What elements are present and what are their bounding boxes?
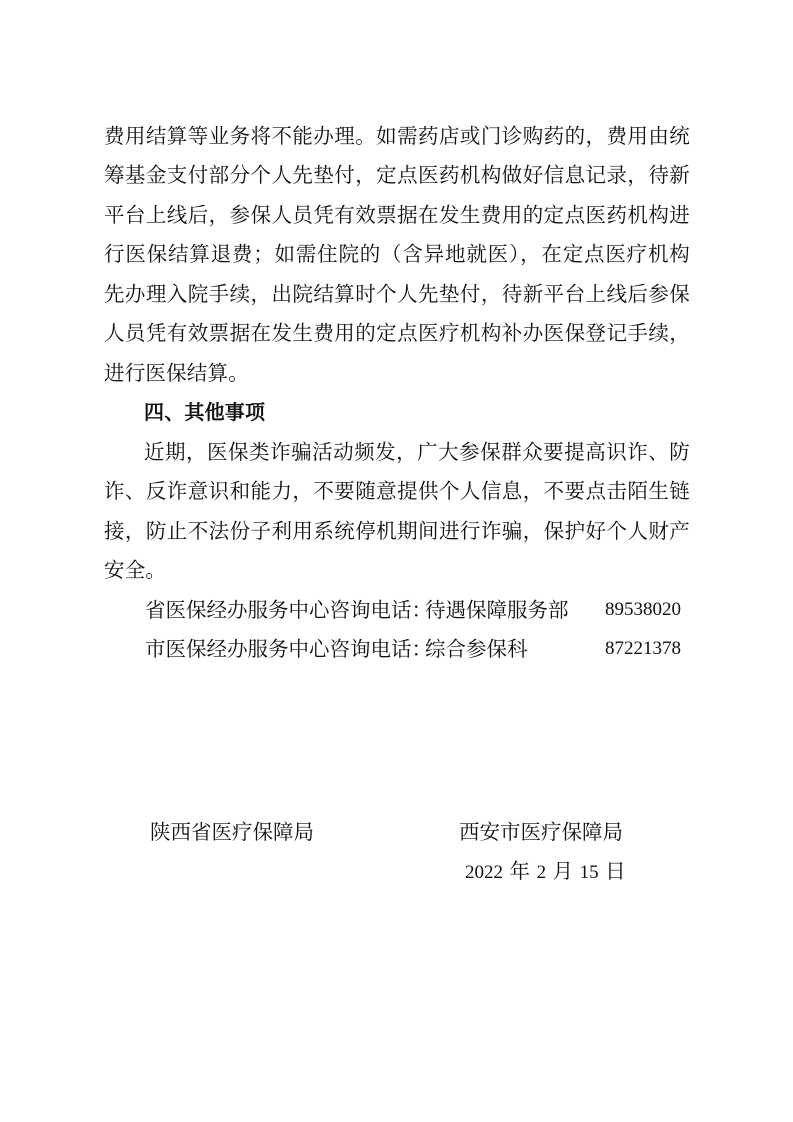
- section-heading: 四、其他事项: [144, 400, 266, 424]
- text-line: 诈、反诈意识和能力，不要随意提供个人信息，不要点击陌生链: [104, 479, 690, 503]
- text-line: 人员凭有效票据在发生费用的定点医疗机构补办医保登记手续，: [104, 321, 690, 345]
- contact-label: 省医保经办服务中心咨询电话：: [145, 598, 432, 622]
- contact-row-city: [145, 631, 705, 667]
- contact-department: 综合参保科: [425, 637, 528, 661]
- signature-org-right: 西安市医疗保障局: [459, 820, 623, 844]
- date-day-suffix: 日: [605, 859, 626, 883]
- text-line: 行医保结算退费；如需住院的（含异地就医），在定点医疗机构: [104, 242, 690, 266]
- text-line: 近期，医保类诈骗活动频发，广大参保群众要提高识诈、防: [144, 440, 690, 464]
- date-day: 15: [579, 862, 599, 883]
- text-line: 安全。: [104, 558, 167, 582]
- date-month: 2: [536, 862, 547, 883]
- text-line: 进行医保结算。: [104, 361, 249, 385]
- date-month-suffix: 月: [552, 859, 574, 883]
- text-line: 平台上线后，参保人员凭有效票据在发生费用的定点医药机构进: [104, 203, 690, 227]
- contact-label: 市医保经办服务中心咨询电话：: [145, 637, 432, 661]
- contact-phone: 89538020: [605, 599, 681, 620]
- text-line: 先办理入院手续，出院结算时个人先垫付，待新平台上线后参保: [104, 282, 690, 306]
- contact-department: 待遇保障服务部: [425, 598, 569, 622]
- text-line: 筹基金支付部分个人先垫付，定点医药机构做好信息记录，待新: [104, 163, 690, 187]
- signature-date: [465, 853, 626, 891]
- date-year: 2022: [465, 862, 503, 883]
- text-line: 接，防止不法份子利用系统停机期间进行诈骗，保护好个人财产: [104, 519, 690, 543]
- date-year-suffix: 年: [509, 859, 531, 883]
- text-line: 费用结算等业务将不能办理。如需药店或门诊购药的，费用由统: [104, 124, 690, 148]
- contact-phone: 87221378: [605, 638, 681, 659]
- signature-org-left: 陕西省医疗保障局: [150, 820, 314, 844]
- contact-row-province: [145, 592, 705, 628]
